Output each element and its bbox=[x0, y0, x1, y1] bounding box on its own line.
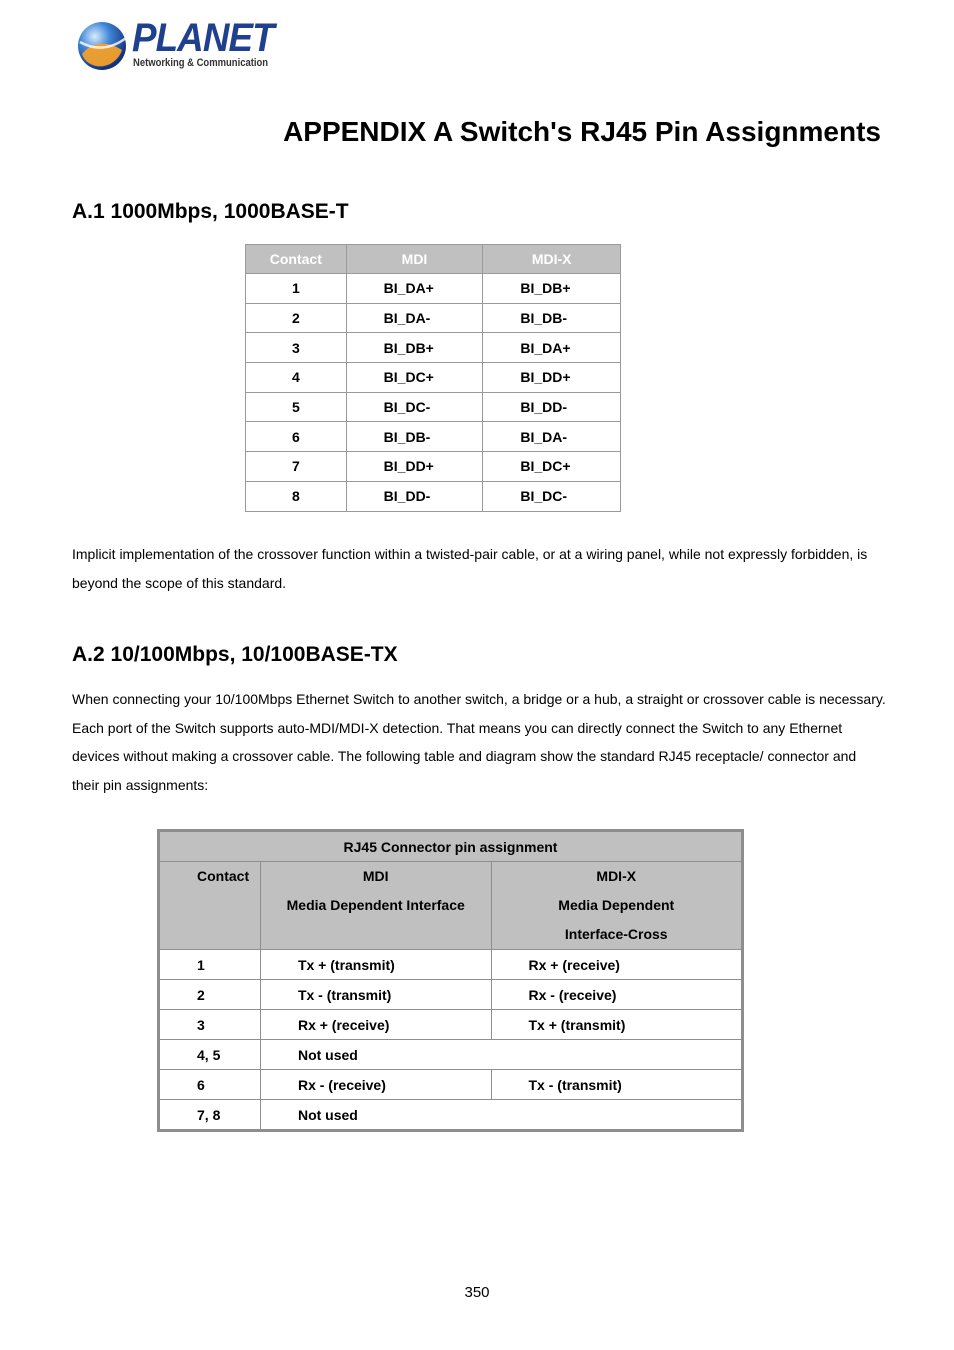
header-mdix: MDI-X bbox=[483, 245, 621, 274]
table-row bbox=[246, 363, 621, 393]
header-mdi bbox=[260, 862, 491, 950]
gigabit-pin-table bbox=[245, 244, 621, 512]
cell-mdix: BI_DC- bbox=[483, 481, 621, 511]
table-title-row bbox=[160, 832, 742, 862]
table-header-row bbox=[160, 862, 742, 950]
cell-contact: 1 bbox=[246, 274, 347, 304]
header-mdi-label: MDI bbox=[362, 868, 389, 884]
cell-contact: 4 bbox=[246, 363, 347, 393]
table-row bbox=[160, 1100, 742, 1130]
cell-contact: 7, 8 bbox=[160, 1100, 261, 1130]
cell-contact: 7 bbox=[246, 452, 347, 482]
brand-name: PLANET bbox=[132, 16, 274, 60]
table-row bbox=[160, 1070, 742, 1100]
section-1-heading: A.1 1000Mbps, 1000BASE-T bbox=[72, 200, 349, 223]
cell-contact: 8 bbox=[246, 481, 347, 511]
cell-mdi: Rx + (receive) bbox=[260, 1010, 491, 1040]
cell-mdix: Tx - (transmit) bbox=[491, 1070, 742, 1100]
cell-contact: 5 bbox=[246, 392, 347, 422]
cell-mdi: Tx - (transmit) bbox=[260, 980, 491, 1010]
table-title: RJ45 Connector pin assignment bbox=[160, 832, 742, 862]
planet-logo bbox=[76, 18, 276, 74]
header-mdix-label: MDI-X bbox=[596, 868, 637, 884]
brand-tagline: Networking & Communication bbox=[133, 57, 269, 69]
section-2-paragraph: When connecting your 10/100Mbps Ethernet Switch to another switch, a bridge or a hub, a straight or crossover cable is necessary. Each port of the Switch supports auto-MDI/MDI-X detection. That means you can directly connect the Switch to any Ethernet devices without making a crossover cable. The following table and diagram show the standard RJ45 receptacle/ connector and their pin assignments: bbox=[72, 691, 886, 794]
header-mdix-desc-1: Media Dependent bbox=[558, 897, 675, 913]
cell-mdi: BI_DA- bbox=[346, 303, 483, 333]
cell-contact: 4, 5 bbox=[160, 1040, 261, 1070]
page-number: 350 bbox=[464, 1284, 490, 1301]
cell-mdi: BI_DB- bbox=[346, 422, 483, 452]
cell-mdi: Tx + (transmit) bbox=[260, 950, 491, 980]
cell-mdi: BI_DC- bbox=[346, 392, 483, 422]
header-contact-label: Contact bbox=[197, 868, 250, 884]
table-row bbox=[160, 1010, 742, 1040]
cell-mdi: BI_DC+ bbox=[346, 363, 483, 393]
cell-mdi: BI_DB+ bbox=[346, 333, 483, 363]
cell-mdi: Rx - (receive) bbox=[260, 1070, 491, 1100]
header-mdi-desc: Media Dependent Interface bbox=[286, 897, 465, 913]
table-row bbox=[246, 422, 621, 452]
cell-contact: 3 bbox=[160, 1010, 261, 1040]
cell-mdi: BI_DD+ bbox=[346, 452, 483, 482]
cell-mdix: Tx + (transmit) bbox=[491, 1010, 742, 1040]
cell-mdix: BI_DB- bbox=[483, 303, 621, 333]
cell-mdix: BI_DD- bbox=[483, 392, 621, 422]
cell-contact: 3 bbox=[246, 333, 347, 363]
cell-mdix: BI_DA- bbox=[483, 422, 621, 452]
header-contact: Contact bbox=[246, 245, 347, 274]
table-row bbox=[246, 303, 621, 333]
cell-contact: 2 bbox=[246, 303, 347, 333]
header-contact bbox=[160, 862, 261, 950]
table-row bbox=[246, 333, 621, 363]
cell-mdix: Rx + (receive) bbox=[491, 950, 742, 980]
section-2-heading: A.2 10/100Mbps, 10/100BASE-TX bbox=[72, 643, 398, 666]
cell-mdi: BI_DD- bbox=[346, 481, 483, 511]
header-mdix bbox=[491, 862, 742, 950]
table-header-row bbox=[246, 245, 621, 274]
section-1-paragraph: Implicit implementation of the crossover function within a twisted-pair cable, or at a wiring panel, while not expressly forbidden, is beyond the scope of this standard. bbox=[72, 546, 868, 591]
table-row bbox=[246, 452, 621, 482]
cell-contact: 6 bbox=[246, 422, 347, 452]
cell-mdi: BI_DA+ bbox=[346, 274, 483, 304]
table-row bbox=[246, 481, 621, 511]
table-row bbox=[160, 950, 742, 980]
page-title: APPENDIX A Switch's RJ45 Pin Assignments bbox=[283, 116, 881, 147]
table-row bbox=[246, 392, 621, 422]
cell-mdix: BI_DB+ bbox=[483, 274, 621, 304]
cell-merged: Not used bbox=[260, 1040, 741, 1070]
table-row bbox=[246, 274, 621, 304]
table-row bbox=[160, 980, 742, 1010]
table-row bbox=[160, 1040, 742, 1070]
header-mdix-desc-2: Interface-Cross bbox=[564, 926, 668, 942]
cell-mdix: BI_DA+ bbox=[483, 333, 621, 363]
cell-contact: 2 bbox=[160, 980, 261, 1010]
cell-contact: 6 bbox=[160, 1070, 261, 1100]
cell-mdix: BI_DC+ bbox=[483, 452, 621, 482]
globe-icon bbox=[76, 20, 128, 72]
cell-contact: 1 bbox=[160, 950, 261, 980]
cell-merged: Not used bbox=[260, 1100, 741, 1130]
cell-mdix: Rx - (receive) bbox=[491, 980, 742, 1010]
cell-mdix: BI_DD+ bbox=[483, 363, 621, 393]
header-mdi: MDI bbox=[346, 245, 483, 274]
rj45-pin-table bbox=[157, 829, 744, 1132]
